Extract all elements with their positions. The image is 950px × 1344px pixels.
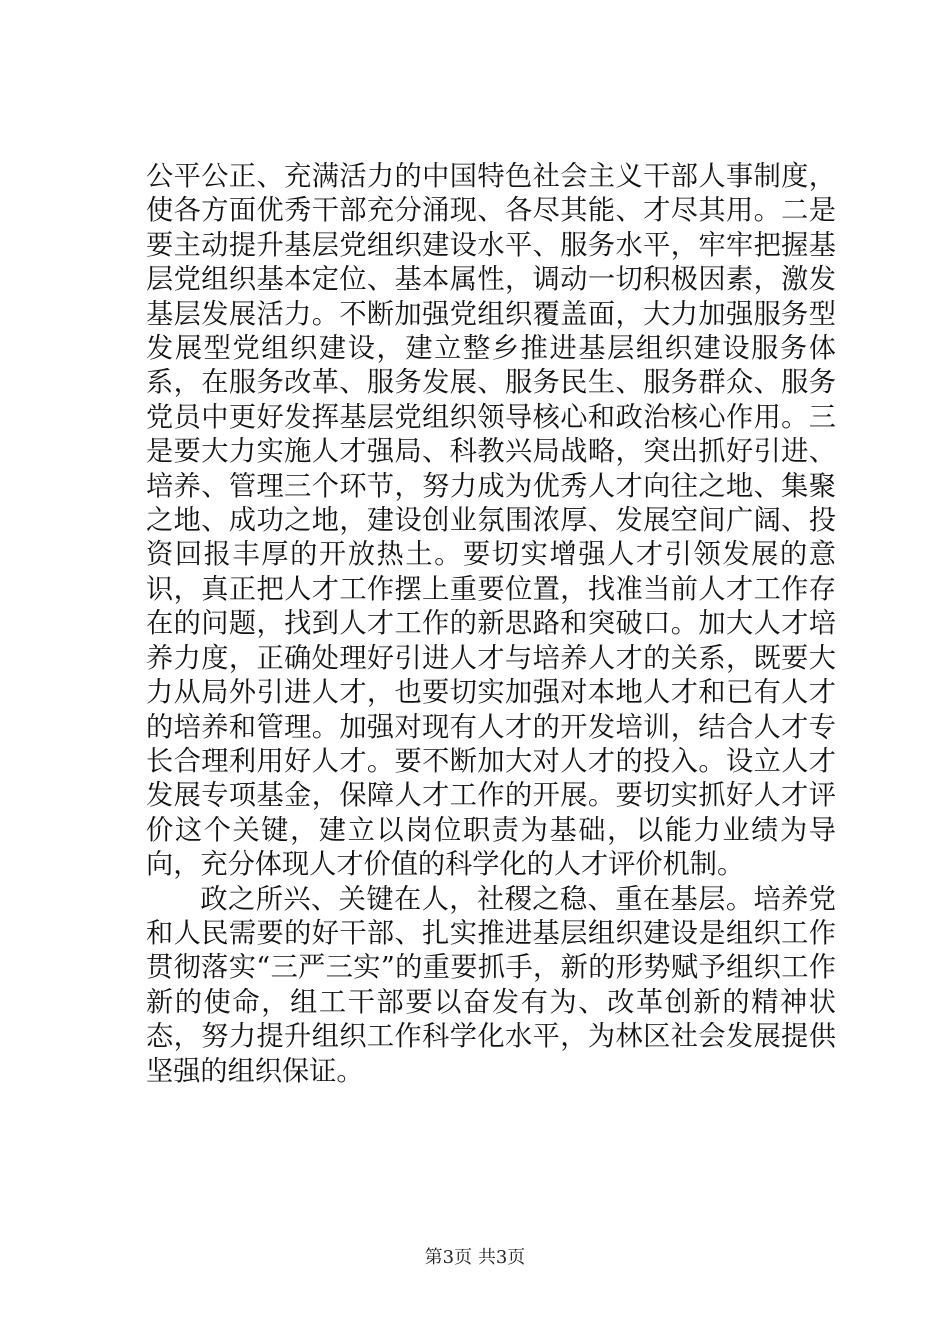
body-paragraph-conclusion: 政之所兴、关键在人，社稷之稳、重在基层。培养党和人民需要的好干部、扎实推进基层组织建设是组织工作贯彻落实“三严三实”的重要抓手，新的形势赋予组织工作新的使命，组工干部要以奋发有为、改革创新的精神状态，努力提升组织工作科学化水平，为林区社会发展提供坚强的组织保证。 <box>146 883 836 1087</box>
page-number-footer: 第3页 共3页 <box>424 1247 526 1268</box>
body-paragraph-continued: 公平公正、充满活力的中国特色社会主义干部人事制度，使各方面优秀干部充分涌现、各尽其能、才尽其用。二是要主动提升基层党组织建设水平、服务水平，牢牢把握基层党组织基本定位、基本属性，调动一切积极因素，激发基层发展活力。不断加强党组织覆盖面，大力加强服务型发展型党组织建设，建立整乡推进基层组织建设服务体系，在服务改革、服务发展、服务民生、服务群众、服务党员中更好发挥基层党组织领导核心和政治核心作用。三是要大力实施人才强局、科教兴局战略，突出抓好引进、培养、管理三个环节，努力成为优秀人才向往之地、集聚之地、成功之地，建设创业氛围浓厚、发展空间广阔、投资回报丰厚的开放热土。要切实增强人才引领发展的意识，真正把人才工作摆上重要位置，找准当前人才工作存在的问题，找到人才工作的新思路和突破口。加大人才培养力度，正确处理好引进人才与培养人才的关系，既要大力从局外引进人才，也要切实加强对本地人才和已有人才的培养和管理。加强对现有人才的开发培训，结合人才专长合理利用好人才。要不断加大对人才的投入。设立人才发展专项基金，保障人才工作的开展。要切实抓好人才评价这个关键，建立以岗位职责为基础，以能力业绩为导向，充分体现人才价值的科学化的人才评价机制。 <box>146 161 836 881</box>
document-body <box>146 160 836 1089</box>
